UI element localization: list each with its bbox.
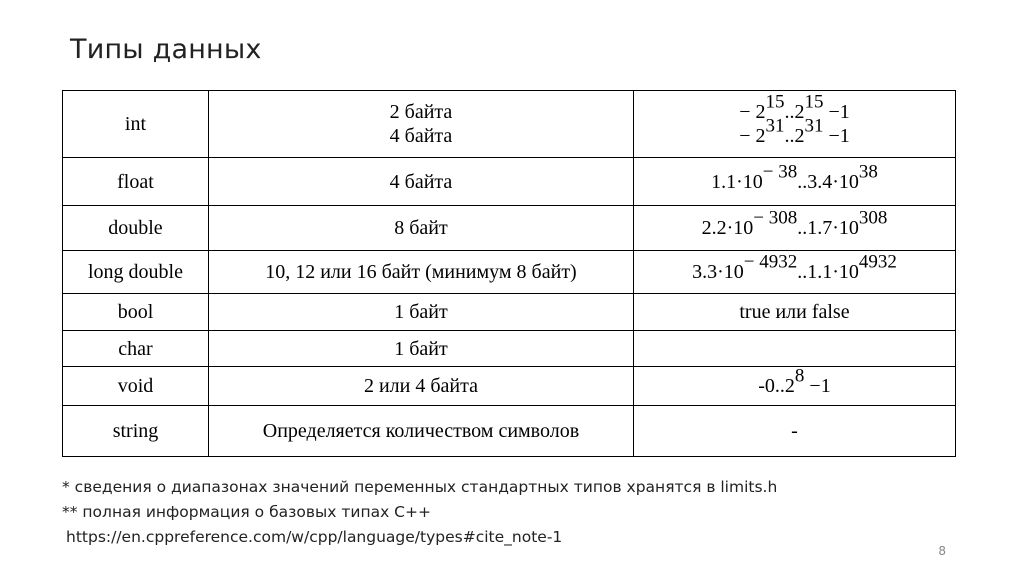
type-size: 1 байт [208,331,633,367]
type-name: bool [63,294,209,331]
table-row [63,331,956,367]
type-size [208,91,633,158]
range-line: − $2^{15}..2^{15} -1$ [739,91,850,123]
type-size-line: 2 байта [389,101,453,123]
type-range: $3.3\cdot 10^{- 4932}..1.1\cdot 10^{4932}$ [633,251,955,294]
reference-link[interactable]: https://en.cppreference.com/w/cpp/language/types#cite_note-1 [66,528,563,546]
type-range: true или false [633,294,955,331]
type-name: float [63,158,209,206]
type-name: void [63,367,209,406]
type-range: $2.2\cdot 10^{- 308}..1.7\cdot 10^{308}$ [633,206,955,251]
type-size: Определяется количеством символов [208,406,633,457]
data-types-table [62,90,956,457]
type-range: $1.1\cdot 10^{- 38}..3.4\cdot 10^{38}$ [633,158,955,206]
page-number: 8 [938,544,946,558]
footnote-cpp-types: ** полная информация о базовых типах C++ [62,503,431,521]
type-range: $-0..2^8 -1$ [633,367,955,406]
type-size-line: 4 байта [389,125,453,147]
table-row [63,158,956,206]
type-size: 8 байт [208,206,633,251]
type-name: string [63,406,209,457]
type-name: char [63,331,209,367]
type-size: 10, 12 или 16 байт (минимум 8 байт) [208,251,633,294]
type-size: 1 байт [208,294,633,331]
table-row [63,91,956,158]
footnote-limits: * сведения о диапазонах значений переменных стандартных типов хранятся в limits.h [62,478,778,496]
table-row [63,406,956,457]
type-range: - [633,406,955,457]
slide-title: Типы данных [70,34,262,65]
type-range [633,91,955,158]
type-name: double [63,206,209,251]
type-range [633,331,955,367]
table-row [63,206,956,251]
type-name: int [63,91,209,158]
type-size: 4 байта [208,158,633,206]
table-row [63,294,956,331]
type-size: 2 или 4 байта [208,367,633,406]
table-row [63,367,956,406]
type-name: long double [63,251,209,294]
range-line: − $2^{31}..2^{31} -1$ [739,115,850,147]
table-row [63,251,956,294]
